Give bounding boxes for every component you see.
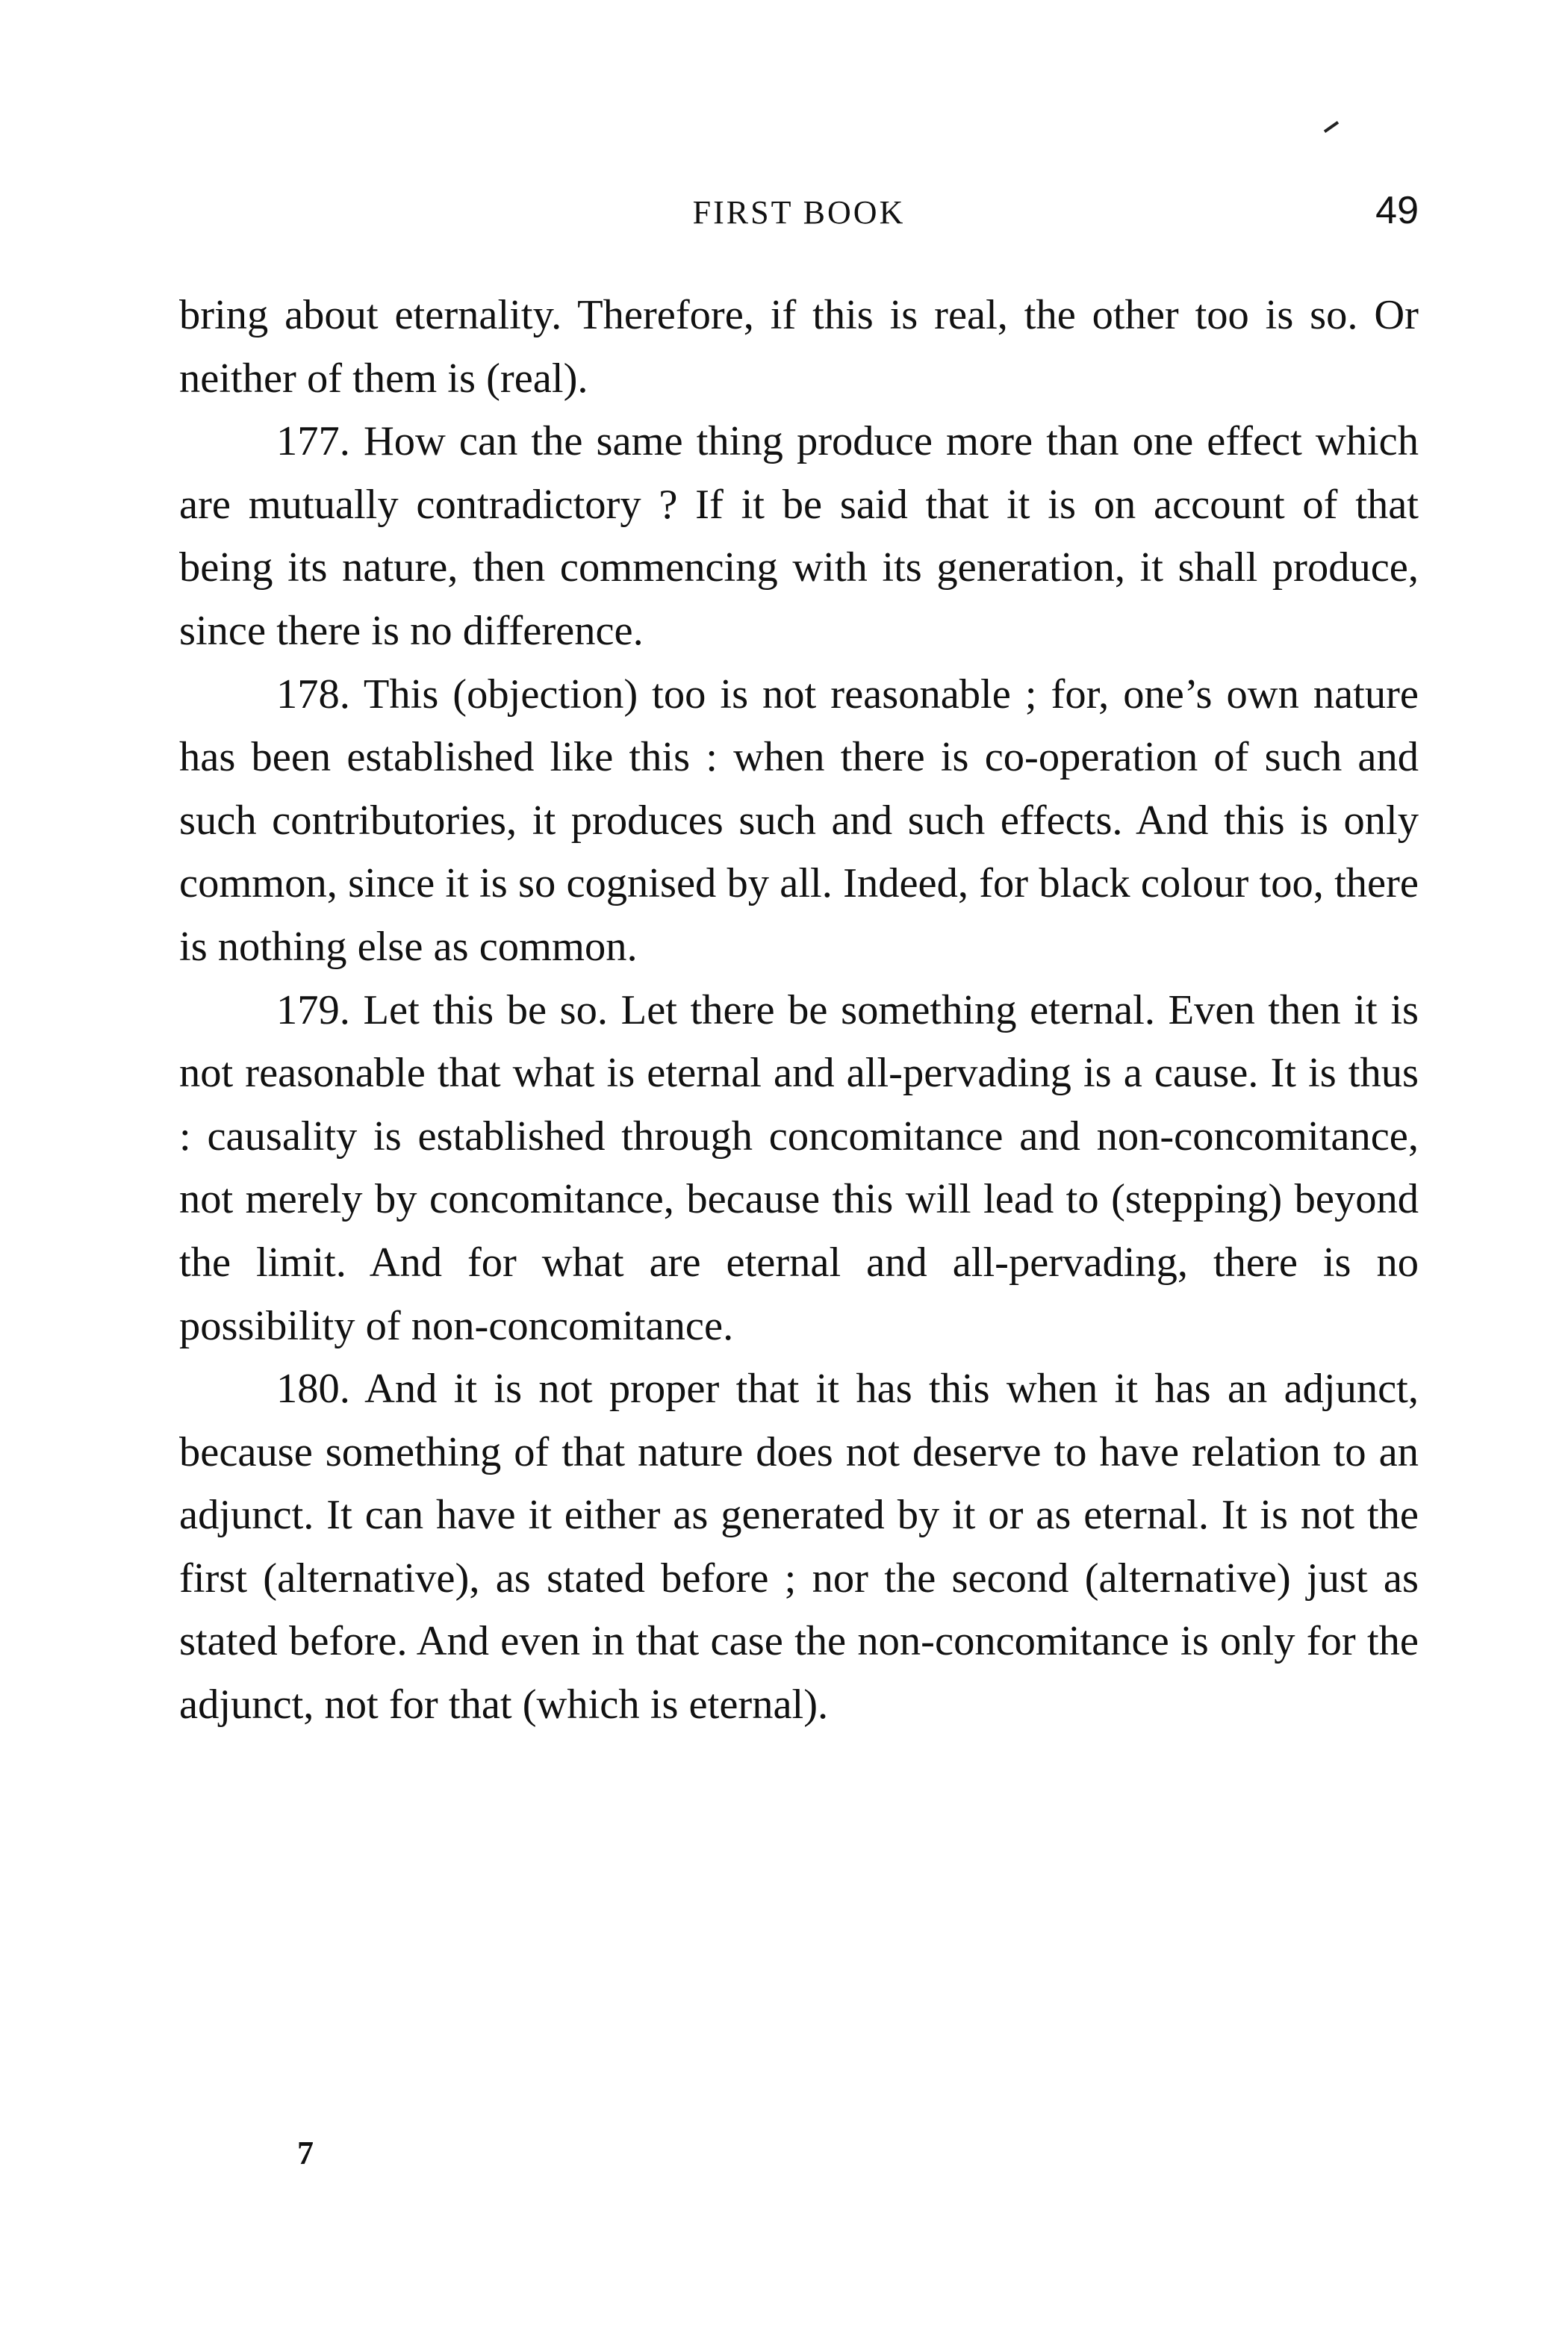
running-head-title: FIRST BOOK [692,194,906,231]
paragraph-178: 178. This (objection) too is not reasonable ; for, one’s own nature has been established like this : when there is co-operation of such and such contributories, it produces such and such effects. And this is only common, since it is so cognised by all. Indeed, for black colour too, there is nothing else as common. [179,671,1419,970]
body-text [179,284,1419,1737]
paragraph-179: 179. Let this be so. Let there be something eternal. Even then it is not reasonable that what is eternal and all-pervading is a cause. It is thus : causality is established through concomitance and non-concomitance, not merely by concomitance, because this will lead to (stepping) beyond the limit. And for what are eternal and all-pervading, there is no possibility of non-concomitance. [179,986,1419,1349]
running-head [179,187,1419,239]
paragraph-continued: bring about eternality. Therefore, if this is real, the other too is so. Or neither of them is (real). [179,292,1419,402]
signature-mark: 7 [297,2135,314,2171]
ink-mark [1324,121,1339,133]
paragraph-177: 177. How can the same thing produce more than one effect which are mutually contradictory ? If it be said that it is on account of that being its nature, then commencing with its generation, it shall produce, since there is no difference. [179,418,1419,654]
paragraph-180: 180. And it is not proper that it has this when it has an adjunct, because something of that nature does not deserve to have relation to an adjunct. It can have it either as generated by it or as eternal. It is not the first (alternative), as stated before ; nor the second (alternative) just as stated before. And even in that case the non-concomitance is only for the adjunct, not for that (which is eternal). [179,1366,1419,1729]
page-number: 49 [1375,189,1419,232]
